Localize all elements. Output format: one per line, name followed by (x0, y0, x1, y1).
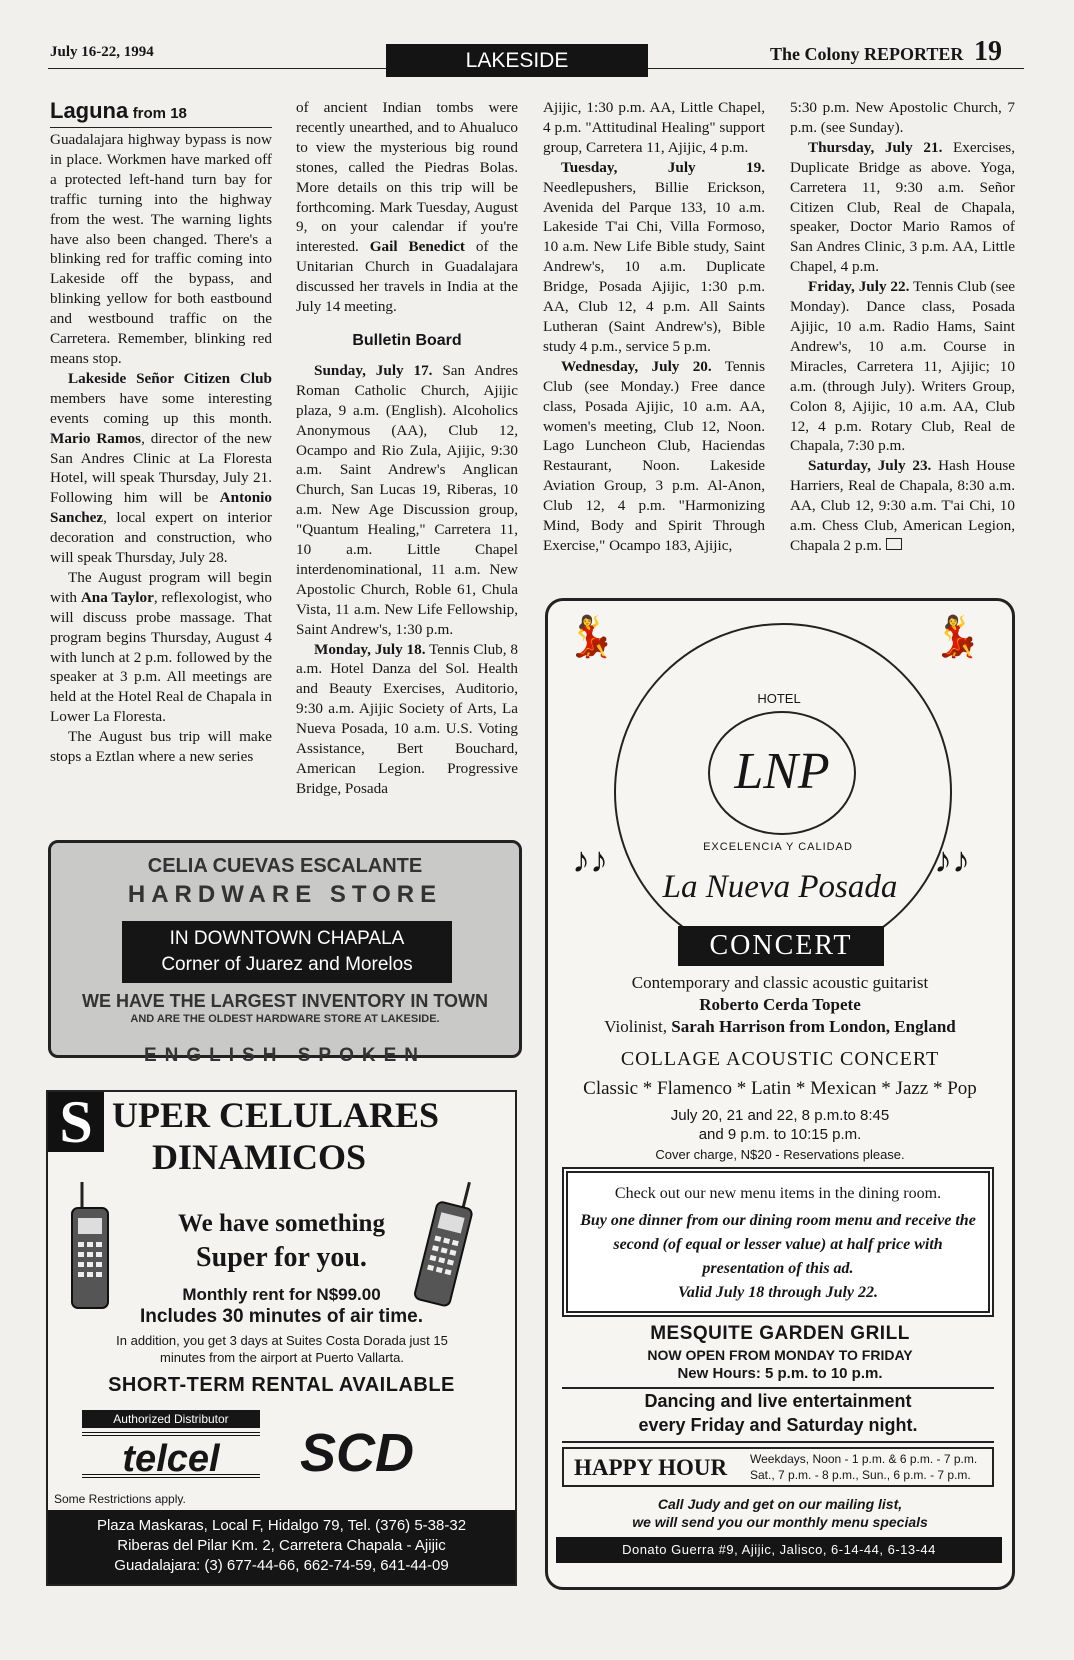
performer-name: Roberto Cerda Topete (699, 995, 861, 1014)
scd-logo: SCD (300, 1423, 415, 1483)
concert-dates: July 20, 21 and 22, 8 p.m.to 8:45 and 9 p.m. to 10:15 p.m. (670, 1107, 890, 1143)
cover-charge: Cover charge, N$20 - Reservations please. (655, 1147, 905, 1162)
mailing-list: Call Judy and get on our mailing list, we will send you our monthly menu specials (632, 1496, 928, 1530)
bulletin-entry: Saturday, July 23. Hash House Harriers, Real de Chapala, 8:30 a.m. AA, Club 12, 9:30 a.m. T'ai Chi, 10 a.m. Chess Club, American Legion, Chapala 2 p.m. (790, 457, 1015, 554)
authorized-distributor: Authorized Distributor (82, 1410, 260, 1428)
ad-address-footer (48, 1510, 515, 1584)
ad-title: UPER CELULARES (112, 1095, 440, 1135)
heading-title: Laguna (50, 98, 129, 123)
ad-location-box (122, 921, 452, 983)
article-column-3 (543, 98, 765, 556)
genres: Classic * Flamenco * Latin * Mexican * Jazz * Pop (583, 1078, 977, 1099)
happy-hour-times: Weekdays, Noon - 1 p.m. & 6 p.m. - 7 p.m. Sat., 7 p.m. - 8 p.m., Sun., 6 p.m. - 7 p.m. (750, 1452, 978, 1482)
music-note-icon: ♪♪ (934, 840, 970, 880)
bulletin-entry: Friday, July 22. Tennis Club (see Monday). Dance class, Posada Ajijic, 10 a.m. Radio Hams, Saint Andrew's, 10 a.m. Course in Miracles, Carretera 11, Ajijic; 10 a.m. (through July). Writers Group, Colon 8, Ajijic, 10 a.m. AA, Club 12, 4 p.m. Rotary Club, Real de Chapala, 7:30 p.m. (790, 278, 1015, 455)
concert-title: COLLAGE ACOUSTIC CONCERT (620, 1048, 940, 1070)
paragraph: The August bus trip will make stops a Eztlan where a new series (50, 728, 272, 766)
emblem-monogram: LNP (708, 711, 856, 835)
grill-title: MESQUITE GARDEN GRILL (650, 1323, 910, 1344)
concert-banner: CONCERT (678, 926, 884, 966)
address-line: Riberas del Pilar Km. 2, Carretera Chapala - Ajijic (117, 1537, 446, 1554)
emblem-hotel-label: HOTEL (757, 691, 801, 706)
paragraph: of ancient Indian tombs were recently unearthed, and to Ahualuco to view the mysterious big round stones, called the Piedras Bolas. More details on this trip will be forthcoming. Mark Tuesday, August 9, on your calendar if you're interested. Gail Benedict of the Unitarian Church in Guadalajara discussed her travels in India at the July 14 meeting. (296, 99, 518, 316)
issue-date: July 16-22, 1994 (50, 44, 154, 60)
emblem-motto: EXCELENCIA Y CALIDAD (703, 841, 853, 853)
section-banner: LAKESIDE (386, 44, 648, 77)
ad-restrictions: Some Restrictions apply. (54, 1492, 186, 1506)
hotel-address: Donato Guerra #9, Ajijic, Jalisco, 6-14-44, 6-13-44 (556, 1537, 1002, 1563)
entertainment: Dancing and live entertainment every Friday and Saturday night. (562, 1387, 994, 1443)
ad-title-2: DINAMICOS (152, 1137, 367, 1177)
address-line: Plaza Maskaras, Local F, Hidalgo 79, Tel. (376) 5-38-32 (96, 1517, 467, 1534)
ad-tagline-2: Super for you. (196, 1242, 367, 1273)
drop-cap: S (48, 1092, 104, 1152)
bulletin-entry: Monday, July 18. Tennis Club, 8 a.m. Hotel Danza del Sol. Health and Beauty Exercises, Auditorio, 9:30 a.m. Ajijic Society of Arts, La Nueva Posada, 10 a.m. U.S. Voting Assistance, Bert Bouchard, American Legion. Progressive Bridge, Posada (296, 640, 518, 797)
ad-address: Corner of Juarez and Morelos (161, 954, 413, 975)
heading-continued: from 18 (132, 105, 187, 122)
ad-title: HARDWARE STORE (127, 881, 443, 908)
menu-promo-text: Buy one dinner from our dining room menu and receive the second (of equal or lesser value) at half price with presentation of this ad. Valid July 18 through July 22. (580, 1212, 976, 1301)
menu-promo-heading: Check out our new menu items in the dining room. (614, 1185, 942, 1202)
grill-hours: New Hours: 5 p.m. to 10 p.m. (677, 1365, 883, 1382)
paragraph: 5:30 p.m. New Apostolic Church, 7 p.m. (see Sunday). (790, 99, 1015, 136)
violinist-line: Violinist, Sarah Harrison from London, England (604, 1017, 956, 1036)
ad-rental: SHORT-TERM RENTAL AVAILABLE (108, 1374, 455, 1396)
paper-name: The Colony REPORTER (770, 44, 964, 64)
happy-hour-box (562, 1447, 994, 1487)
ad-subclaim: AND ARE THE OLDEST HARDWARE STORE AT LAKESIDE. (130, 1013, 440, 1025)
paragraph: Lakeside Señor Citizen Club members have some interesting events coming up this month. Mario Ramos, director of the new San Andres Clinic at La Floresta Hotel, will speak Thursday, July 21. Following him will be Antonio Sanchez, local expert on interior decoration and construction, who will speak Thursday, July 28. (50, 369, 273, 567)
ad-location: IN DOWNTOWN CHAPALA (169, 928, 405, 949)
bulletin-entry: Thursday, July 21. Exercises, Duplicate Bridge as above. Yoga, Carretera 11, 9:30 a.m. Señor Citizen Club, Real de Chapala, speaker, Doctor Mario Ramos of San Andres Clinic, 3 p.m. AA, Little Chapel, 4 p.m. (790, 138, 1015, 276)
bulletin-entry: Sunday, July 17. San Andres Roman Catholic Church, Ajijic plaza, 9 a.m. (English). Alcoholics Anonymous (AA), Club 12, Ocampo and Rio Zula, Ajijic, 9:30 a.m. Saint Andrew's Anglican Church, San Lucas 19, Riberas, 10 a.m. New Age Discussion group, "Quantum Healing," Carretera 11, 10 a.m. Little Chapel interdenominational, 11 a.m. New Apostolic Church, Roble 61, Chula Vista, 11 a.m. New Life Fellowship, Saint Andrew's, 1:30 p.m. (296, 361, 518, 638)
paragraph: Guadalajara highway bypass is now in place. Workmen have marked off a protected left-hand turn bay for traffic turning into the highway from the west. The warning lights have also been changed. There's a blinking red for traffic coming into Lakeside off the bypass, and blinking yellow for both eastbound and westbound traffic on the Carretera. Remember, blinking red means stop. (50, 131, 272, 367)
page-number: 19 (974, 36, 1002, 67)
dancing-couple-icon: 💃 (932, 614, 982, 659)
ad-tagline: We have something (178, 1210, 385, 1237)
grill-open: NOW OPEN FROM MONDAY TO FRIDAY (647, 1347, 913, 1363)
happy-hour-title: HAPPY HOUR (574, 1455, 728, 1480)
bulletin-entry: Tuesday, July 19. Needlepushers, Billie Erickson, Avenida del Parque 133, 10 a.m. Lakeside T'ai Chi, Villa Formoso, 10 a.m. New Life Bible study, Saint Andrew's, 10 a.m. Duplicate Bridge, Posada Ajijic, 1:30 p.m. AA, Club 12, 4 p.m. All Saints Lutheran (Saint Andrew's), Bible study 4 p.m., service 5 p.m. (543, 158, 765, 355)
ad-owner: CELIA CUEVAS ESCALANTE (147, 855, 423, 877)
ad-price: Monthly rent for N$99.00 (182, 1285, 381, 1304)
article-heading (50, 98, 272, 128)
end-mark-icon (886, 538, 902, 550)
menu-promo-box (562, 1167, 994, 1317)
dancing-couple-icon: 💃 (566, 614, 616, 659)
celulares-ad (46, 1090, 517, 1586)
ad-claim: WE HAVE THE LARGEST INVENTORY IN TOWN (81, 991, 489, 1011)
paragraph: Ajijic, 1:30 p.m. AA, Little Chapel, 4 p.m. "Attitudinal Healing" support group, Carretera 11, Ajijic, 4 p.m. (543, 99, 765, 156)
telcel-logo: telcel (82, 1432, 260, 1478)
paragraph: The August program will begin with Ana Taylor, reflexologist, who will discuss probe massage. That program begins Thursday, August 4 with lunch at 2 p.m. followed by the speaker at 3 p.m. All meetings are held at the Hotel Real de Chapala in Lower La Floresta. (50, 568, 272, 726)
ad-extra: In addition, you get 3 days at Suites Costa Dorada just 15 minutes from the airport at Puerto Vallarta. (116, 1333, 448, 1365)
bulletin-entry: Wednesday, July 20. Tennis Club (see Monday.) Free dance class, Posada Ajijic, 10 a.m. AA, women's meeting, Club 12, Noon. Lago Luncheon Club, Haciendas Restaurant, Noon. Lakeside Aviation Group, 3 p.m. Al-Anon, Club 12, 4 p.m. "Harmonizing Mind, Body and Spirit Through Exercise," Ocampo 183, Ajijic, (543, 357, 765, 554)
hardware-store-ad (48, 840, 522, 1066)
music-note-icon: ♪♪ (572, 840, 608, 880)
ad-language: ENGLISH SPOKEN (144, 1045, 426, 1066)
ad-includes: Includes 30 minutes of air time. (140, 1306, 423, 1327)
article-column-4 (790, 98, 1015, 556)
article-column-1 (50, 130, 272, 767)
performer-line: Contemporary and classic acoustic guitarist (631, 973, 929, 992)
la-nueva-posada-ad (545, 598, 1015, 1590)
hotel-name: La Nueva Posada (662, 869, 898, 905)
bulletin-board-title: Bulletin Board (352, 331, 462, 349)
address-line: Guadalajara: (3) 677-44-66, 662-74-59, 641-44-09 (114, 1557, 449, 1574)
article-column-2 (296, 98, 518, 799)
